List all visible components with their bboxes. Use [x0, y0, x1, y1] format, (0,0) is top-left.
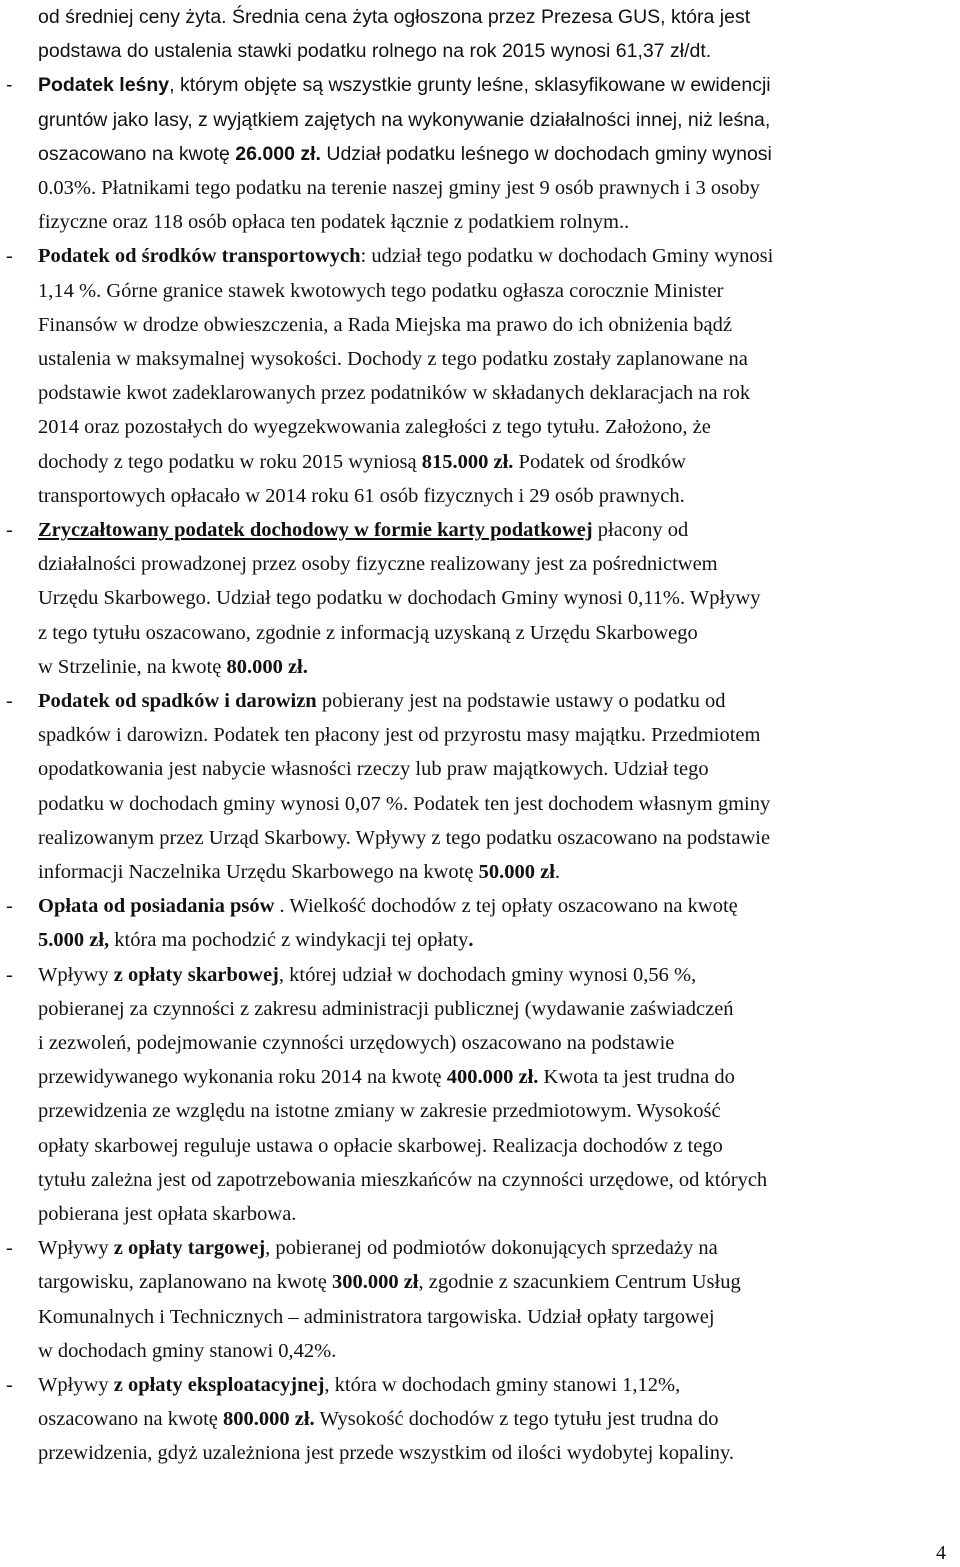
line-text	[38, 1402, 718, 1436]
text-run: spadków i darowizn. Podatek ten płacony jest od przyrostu masy majątku. Przedmiotem	[38, 724, 761, 747]
text-line	[0, 1402, 960, 1436]
list-item-start	[0, 1231, 960, 1265]
line-text	[38, 1026, 674, 1060]
line-text	[38, 34, 711, 68]
bold-run: Opłata od posiadania psów	[38, 895, 275, 918]
text-run: i zezwoleń, podejmowanie czynności urzędowych) oszacowano na podstawie	[38, 1032, 675, 1054]
list-dash: -	[6, 963, 13, 986]
text-run: Podatek od środków	[513, 450, 686, 473]
text-line	[0, 1197, 960, 1231]
bold-run: 26.000 zł.	[235, 142, 321, 165]
text-run: ustalenia w maksymalnej wysokości. Dochody z tego podatku zostały zaplanowane na	[38, 348, 748, 370]
text-run: podstawa do ustalenia stawki podatku rolnego na rok 2015 wynosi 61,37 zł/dt.	[38, 40, 712, 63]
text-line	[0, 547, 960, 581]
text-line	[0, 171, 960, 205]
list-item-start	[0, 68, 960, 102]
line-text	[38, 787, 770, 821]
bold-run: 800.000 zł.	[223, 1408, 315, 1431]
line-text	[38, 410, 711, 444]
bold-run: Podatek od środków transportowych	[38, 245, 361, 268]
line-text	[38, 376, 750, 410]
text-line	[0, 787, 960, 821]
text-line	[0, 821, 960, 855]
text-run: realizowanym przez Urząd Skarbowy. Wpływy z tego podatku oszacowano na podstawie	[38, 826, 771, 849]
text-run: Wpływy	[38, 1237, 114, 1260]
text-run: transportowych opłacało w 2014 roku 61 osób fizycznych i 29 osób prawnych.	[38, 484, 685, 507]
line-text	[38, 581, 761, 615]
list-dash: -	[6, 519, 13, 541]
list-item-start	[0, 513, 960, 547]
text-run: z tego tytułu oszacowano, zgodnie z informacją uzyskaną z Urzędu Skarbowego	[38, 621, 698, 644]
bold-run: 815.000 zł.	[421, 450, 514, 473]
text-line	[0, 752, 960, 786]
text-run: przewidzenia, gdyż uzależniona jest przede wszystkim od ilości wydobytej kopaliny.	[38, 1442, 735, 1465]
line-text	[38, 1436, 734, 1470]
line-text	[38, 342, 748, 376]
text-run: Wpływy	[38, 963, 114, 986]
line-text	[38, 616, 698, 650]
list-dash: -	[6, 1374, 13, 1396]
text-line	[0, 103, 960, 137]
text-run: , której udział w dochodach gminy wynosi 0,56 %,	[278, 963, 697, 986]
text-line	[0, 34, 960, 68]
line-text	[38, 547, 718, 581]
line-text	[38, 1300, 715, 1334]
bold-run: 300.000 zł	[331, 1271, 419, 1294]
text-line	[0, 410, 960, 444]
list-item-start	[0, 684, 960, 718]
bold-run: Podatek leśny	[38, 74, 170, 97]
list-dash: -	[6, 895, 13, 918]
text-run: opodatkowania jest nabycie własności rzeczy lub praw majątkowych. Udział tego	[38, 758, 709, 781]
text-run: Urzędu Skarbowego. Udział tego podatku w dochodach Gminy wynosi 0,11%. Wpływy	[38, 587, 761, 610]
line-text	[38, 1129, 723, 1163]
text-run: gruntów jako lasy, z wyjątkiem zajętych na wykonywanie działalności innej, niż leśna,	[38, 108, 771, 131]
text-line	[0, 274, 960, 308]
text-run: Wpływy	[38, 1374, 114, 1396]
line-text	[38, 752, 709, 786]
text-run: działalności prowadzonej przez osoby fizyczne realizowany jest za pośrednictwem	[38, 553, 718, 576]
text-run: fizyczne oraz 118 osób opłaca ten podatek łącznie z podatkiem rolnym..	[38, 211, 630, 234]
text-run: Komunalnych i Technicznych – administratora targowiska. Udział opłaty targowej	[38, 1305, 715, 1328]
line-text	[38, 239, 773, 273]
text-run: oszacowano na kwotę	[38, 142, 236, 165]
text-line	[0, 718, 960, 752]
list-dash: -	[6, 690, 13, 712]
line-text	[38, 923, 474, 957]
text-line	[0, 1026, 960, 1060]
line-text	[38, 958, 696, 992]
text-run: , zgodnie z szacunkiem Centrum Usług	[418, 1271, 741, 1294]
text-run: podatku w dochodach gminy wynosi 0,07 %. Podatek ten jest dochodem własnym gminy	[38, 792, 771, 815]
text-run: w dochodach gminy stanowi 0,42%.	[38, 1339, 337, 1362]
text-run: w Strzelinie, na kwotę	[38, 655, 227, 678]
text-line	[0, 992, 960, 1026]
text-run: Wysokość dochodów z tego tytułu jest trudna do	[314, 1408, 719, 1431]
bold-run: Podatek od spadków i darowizn	[38, 690, 317, 712]
text-run: targowisku, zaplanowano na kwotę	[38, 1271, 332, 1294]
line-text	[38, 855, 560, 889]
text-run: , którym objęte są wszystkie grunty leśne, sklasyfikowane w ewidencji	[169, 74, 771, 97]
text-line	[0, 1129, 960, 1163]
list-item-start	[0, 239, 960, 273]
text-line	[0, 0, 960, 34]
bold-run: 80.000 zł.	[226, 655, 308, 678]
text-line	[0, 650, 960, 684]
list-dash: -	[6, 1237, 13, 1260]
text-run: informacji Naczelnika Urzędu Skarbowego na kwotę	[38, 861, 479, 883]
line-text	[38, 684, 726, 718]
line-text	[38, 479, 685, 513]
text-run: oszacowano na kwotę	[38, 1408, 224, 1431]
text-line	[0, 308, 960, 342]
text-line	[0, 923, 960, 957]
line-text	[38, 1094, 721, 1128]
line-text	[38, 1163, 767, 1197]
text-line	[0, 1094, 960, 1128]
line-text	[38, 513, 688, 547]
line-text	[38, 1060, 735, 1094]
line-text	[38, 103, 770, 137]
text-run: opłaty skarbowej reguluje ustawa o opłacie skarbowej. Realizacja dochodów z tego	[38, 1134, 723, 1157]
bold-run: z opłaty targowej	[113, 1237, 266, 1260]
line-text	[38, 68, 771, 102]
list-item-start	[0, 1368, 960, 1402]
line-text	[38, 889, 738, 923]
text-run: płacony od	[592, 519, 689, 541]
text-run: Finansów w drodze obwieszczenia, a Rada Miejska ma prawo do ich obniżenia bądź	[38, 313, 732, 336]
list-dash: -	[6, 74, 13, 97]
text-line	[0, 445, 960, 479]
text-run: pobierana jest opłata skarbowa.	[38, 1203, 297, 1225]
text-run: która ma pochodzić z windykacji tej opłaty	[109, 929, 469, 952]
text-run: tytułu zależna jest od zapotrzebowania mieszkańców na czynności urzędowe, od których	[38, 1168, 768, 1191]
line-text	[38, 1231, 718, 1265]
line-text	[38, 1334, 336, 1368]
list-item-start	[0, 958, 960, 992]
line-text	[38, 821, 770, 855]
line-text	[38, 718, 760, 752]
text-line	[0, 376, 960, 410]
line-text	[38, 1197, 296, 1231]
bold-run: .	[468, 929, 474, 952]
text-run: dochody z tego podatku w roku 2015 wyniosą	[38, 450, 422, 473]
text-line	[0, 1163, 960, 1197]
text-line	[0, 137, 960, 171]
page-number: 4	[936, 1542, 946, 1564]
line-text	[38, 1368, 680, 1402]
line-text	[38, 0, 750, 34]
bold-run: z opłaty skarbowej	[113, 963, 279, 986]
line-text	[38, 992, 734, 1026]
text-run: Kwota ta jest trudna do	[538, 1066, 735, 1089]
list-item-start	[0, 889, 960, 923]
text-run: 1,14 %. Górne granice stawek kwotowych tego podatku ogłasza corocznie Minister	[38, 279, 724, 302]
text-run: . Wielkość dochodów z tej opłaty oszacowano na kwotę	[274, 895, 738, 918]
line-text	[38, 137, 772, 171]
line-text	[38, 171, 760, 205]
text-run: Udział podatku leśnego w dochodach gminy wynosi	[320, 142, 772, 165]
text-line	[0, 1436, 960, 1470]
line-text	[38, 445, 686, 479]
text-line	[0, 855, 960, 889]
line-text	[38, 274, 723, 308]
text-line	[0, 616, 960, 650]
text-run: , pobieranej od podmiotów dokonujących sprzedaży na	[265, 1237, 718, 1260]
text-run: pobieranej za czynności z zakresu administracji publicznej (wydawanie zaświadczeń	[38, 997, 734, 1020]
bold-run: Zryczałtowany podatek dochodowy w formie karty podatkowej	[38, 519, 593, 541]
text-run: od średniej ceny żyta. Średnia cena żyta ogłoszona przez Prezesa GUS, która jest	[38, 6, 751, 28]
text-run: , która w dochodach gminy stanowi 1,12%,	[324, 1374, 681, 1396]
text-line	[0, 1265, 960, 1299]
list-dash: -	[6, 245, 13, 268]
bold-run: 50.000 zł	[478, 861, 555, 883]
line-text	[38, 1265, 741, 1299]
line-text	[38, 308, 732, 342]
text-line	[0, 342, 960, 376]
text-run: : udział tego podatku w dochodach Gminy wynosi	[360, 245, 774, 268]
text-run: 2014 oraz pozostałych do wyegzekwowania zaległości z tego tytułu. Założono, że	[38, 416, 711, 439]
text-line	[0, 1060, 960, 1094]
text-run: przewidzenia ze względu na istotne zmiany w zakresie przedmiotowym. Wysokość	[38, 1100, 721, 1123]
bold-run: 5.000 zł,	[38, 929, 110, 952]
text-run: podstawie kwot zadeklarowanych przez podatników w składanych deklaracjach na rok	[38, 382, 751, 405]
text-run: przewidywanego wykonania roku 2014 na kwotę	[38, 1066, 447, 1089]
text-line	[0, 581, 960, 615]
line-text	[38, 205, 629, 239]
text-run: .	[554, 861, 561, 883]
bold-run: z opłaty eksploatacyjnej	[113, 1374, 325, 1396]
text-run: pobierany jest na podstawie ustawy o podatku od	[316, 690, 726, 712]
text-line	[0, 479, 960, 513]
text-line	[0, 1300, 960, 1334]
text-line	[0, 205, 960, 239]
text-line	[0, 1334, 960, 1368]
text-run: 0.03%. Płatnikami tego podatku na terenie naszej gminy jest 9 osób prawnych i 3 osoby	[38, 177, 760, 199]
bold-run: 400.000 zł.	[446, 1066, 539, 1089]
line-text	[38, 650, 308, 684]
